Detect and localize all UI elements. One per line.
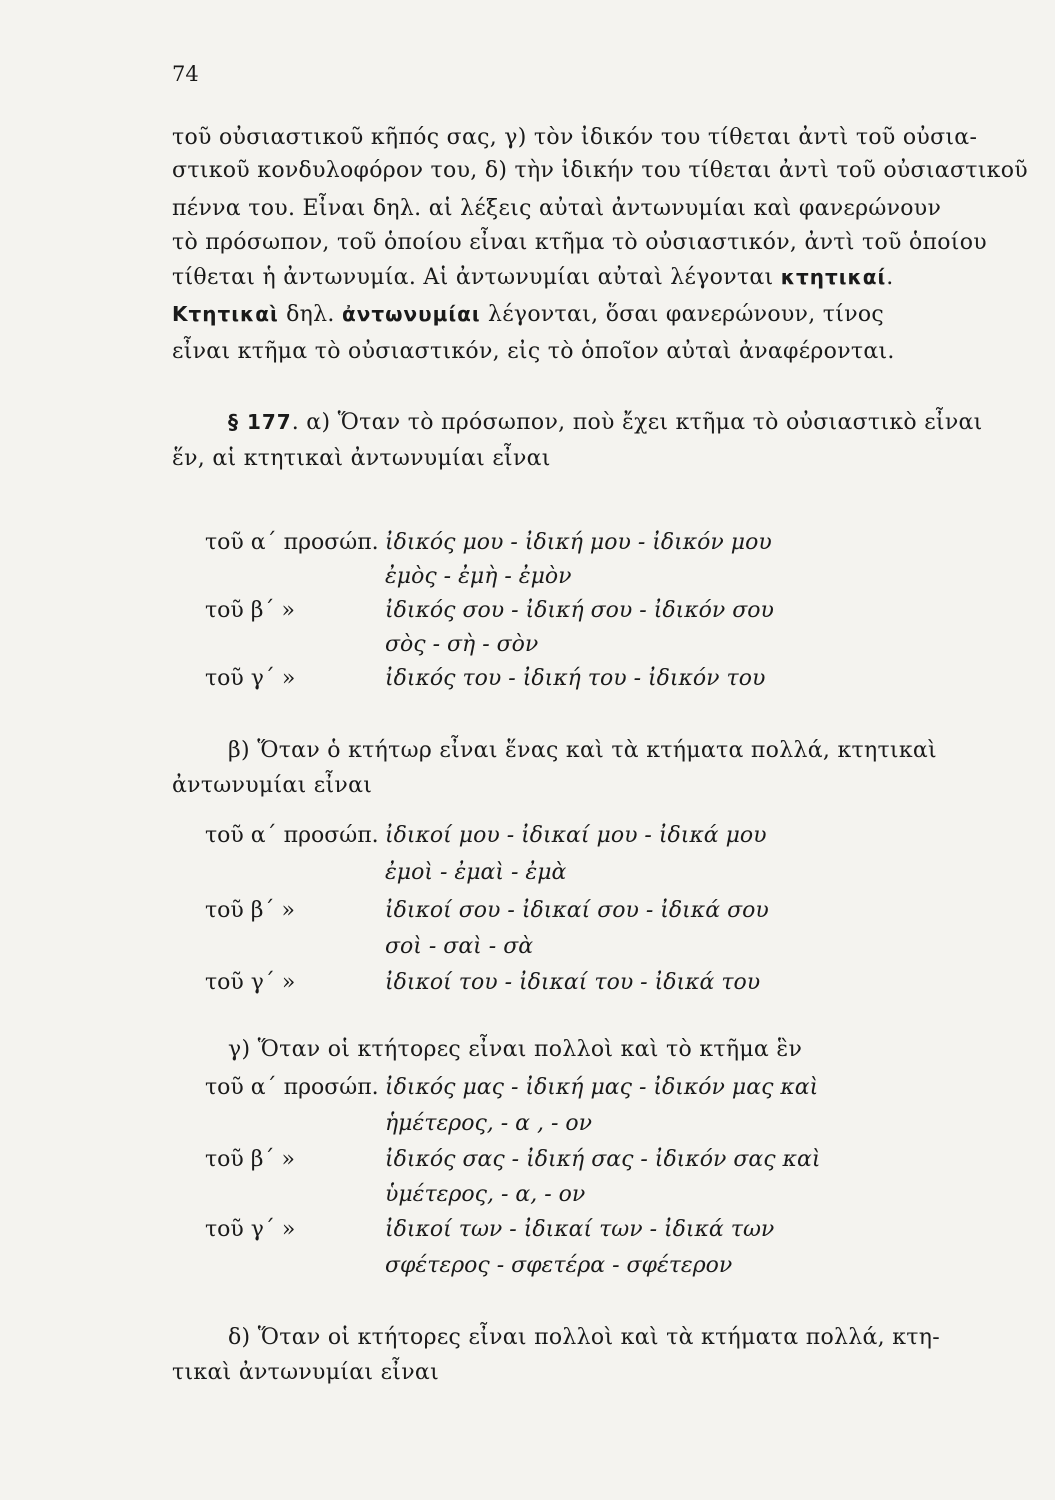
beta-line-2: ἀντωνυμίαι εἶναι: [172, 773, 373, 798]
table-c-label-1: τοῦ α΄ προσώπ.: [205, 1075, 379, 1100]
table-c-label-5: τοῦ γ΄ »: [205, 1217, 296, 1242]
intro-line-1: τοῦ οὐσιαστικοῦ κῆπός σας, γ) τὸν ἰδικόν του τίθεται ἀντὶ τοῦ οὐσια-: [172, 125, 978, 150]
delta-line-2: τικαὶ ἀντωνυμίαι εἶναι: [172, 1360, 439, 1385]
intro-line-6: [172, 302, 884, 327]
intro-line-3: πέννα του. Εἶναι δηλ. αἱ λέξεις αὐταὶ ἀντωνυμίαι καὶ φανερώνουν: [172, 196, 942, 221]
table-c-forms-5: ἰδικοί των - ἰδικαί των - ἰδικά των: [385, 1217, 775, 1242]
section-number: § 177: [228, 410, 292, 434]
table-b-forms-3: ἰδικοί σου - ἰδικαί σου - ἰδικά σου: [385, 898, 769, 923]
term-ktitikai: κτητικαί: [780, 265, 887, 289]
intro-line-2: στικοῦ κονδυλοφόρον του, δ) τὴν ἰδικήν του τίθεται ἀντὶ τοῦ οὐσιαστικοῦ: [172, 158, 1028, 183]
section-177-text: . α) Ὅταν τὸ πρόσωπον, ποὺ ἔχει κτῆμα τὸ οὐσιαστικὸ εἶναι: [291, 410, 983, 435]
table-a-label-3: τοῦ β΄ »: [205, 598, 295, 623]
table-b-label-5: τοῦ γ΄ »: [205, 970, 296, 995]
definition-term: Κτητικαὶ: [172, 302, 279, 326]
intro-line-5-text: τίθεται ἡ ἀντωνυμία. Αἱ ἀντωνυμίαι αὐταὶ λέγονται: [172, 265, 781, 290]
table-b-label-3: τοῦ β΄ »: [205, 898, 295, 923]
intro-line-6-text-b: λέγονται, ὅσαι φανερώνουν, τίνος: [480, 302, 885, 327]
table-c-forms-3: ἰδικός σας - ἰδική σας - ἰδικόν σας καὶ: [385, 1147, 821, 1172]
table-b-label-1: τοῦ α΄ προσώπ.: [205, 823, 379, 848]
table-c-forms-4: ὑμέτερος, - α, - ον: [385, 1182, 586, 1207]
gamma-line: γ) Ὅταν οἱ κτήτορες εἶναι πολλοὶ καὶ τὸ κτῆμα ἓν: [228, 1037, 803, 1062]
table-a-forms-5: ἰδικός του - ἰδική του - ἰδικόν του: [385, 666, 766, 691]
intro-line-7: εἶναι κτῆμα τὸ οὐσιαστικόν, εἰς τὸ ὁποῖον αὐταὶ ἀναφέρονται.: [172, 339, 895, 364]
delta-line-1: δ) Ὅταν οἱ κτήτορες εἶναι πολλοὶ καὶ τὰ κτήματα πολλά, κτη-: [228, 1325, 940, 1350]
table-c-label-3: τοῦ β΄ »: [205, 1147, 295, 1172]
table-c-forms-6: σφέτερος - σφετέρα - σφέτερον: [385, 1253, 733, 1278]
table-a-forms-1: ἰδικός μου - ἰδική μου - ἰδικόν μου: [385, 530, 772, 555]
table-b-forms-4: σοὶ - σαὶ - σὰ: [385, 934, 534, 959]
intro-line-4: τὸ πρόσωπον, τοῦ ὁποίου εἶναι κτῆμα τὸ οὐσιαστικόν, ἀντὶ τοῦ ὁποίου: [172, 230, 987, 255]
table-c-forms-2: ἡμέτερος, - α , - ον: [385, 1111, 593, 1136]
table-c-forms-1: ἰδικός μας - ἰδική μας - ἰδικόν μας καὶ: [385, 1075, 819, 1100]
table-b-forms-5: ἰδικοί του - ἰδικαί του - ἰδικά του: [385, 970, 761, 995]
beta-line-1: β) Ὅταν ὁ κτήτωρ εἶναι ἕνας καὶ τὰ κτήματα πολλά, κτητικαὶ: [228, 738, 937, 763]
section-177-line-1: [228, 410, 983, 435]
table-b-forms-2: ἐμοὶ - ἐμαὶ - ἐμὰ: [385, 860, 567, 885]
table-a-label-5: τοῦ γ΄ »: [205, 666, 296, 691]
page-number: 74: [172, 62, 199, 86]
intro-line-5: τίθεται ἡ ἀντωνυμία. Αἱ ἀντωνυμίαι αὐταὶ λέγονται κτητικαί.: [172, 265, 894, 290]
table-a-forms-2: ἐμὸς - ἐμὴ - ἐμὸν: [385, 564, 572, 589]
table-a-forms-4: σὸς - σὴ - σὸν: [385, 632, 539, 657]
table-a-forms-3: ἰδικός σου - ἰδική σου - ἰδικόν σου: [385, 598, 774, 623]
section-177-line-2: ἕν, αἱ κτητικαὶ ἀντωνυμίαι εἶναι: [172, 446, 551, 471]
definition-term-2: ἀντωνυμίαι: [341, 302, 481, 326]
intro-line-6-text-a: δηλ.: [278, 302, 342, 327]
table-a-label-1: τοῦ α΄ προσώπ.: [205, 530, 379, 555]
table-b-forms-1: ἰδικοί μου - ἰδικαί μου - ἰδικά μου: [385, 823, 767, 848]
